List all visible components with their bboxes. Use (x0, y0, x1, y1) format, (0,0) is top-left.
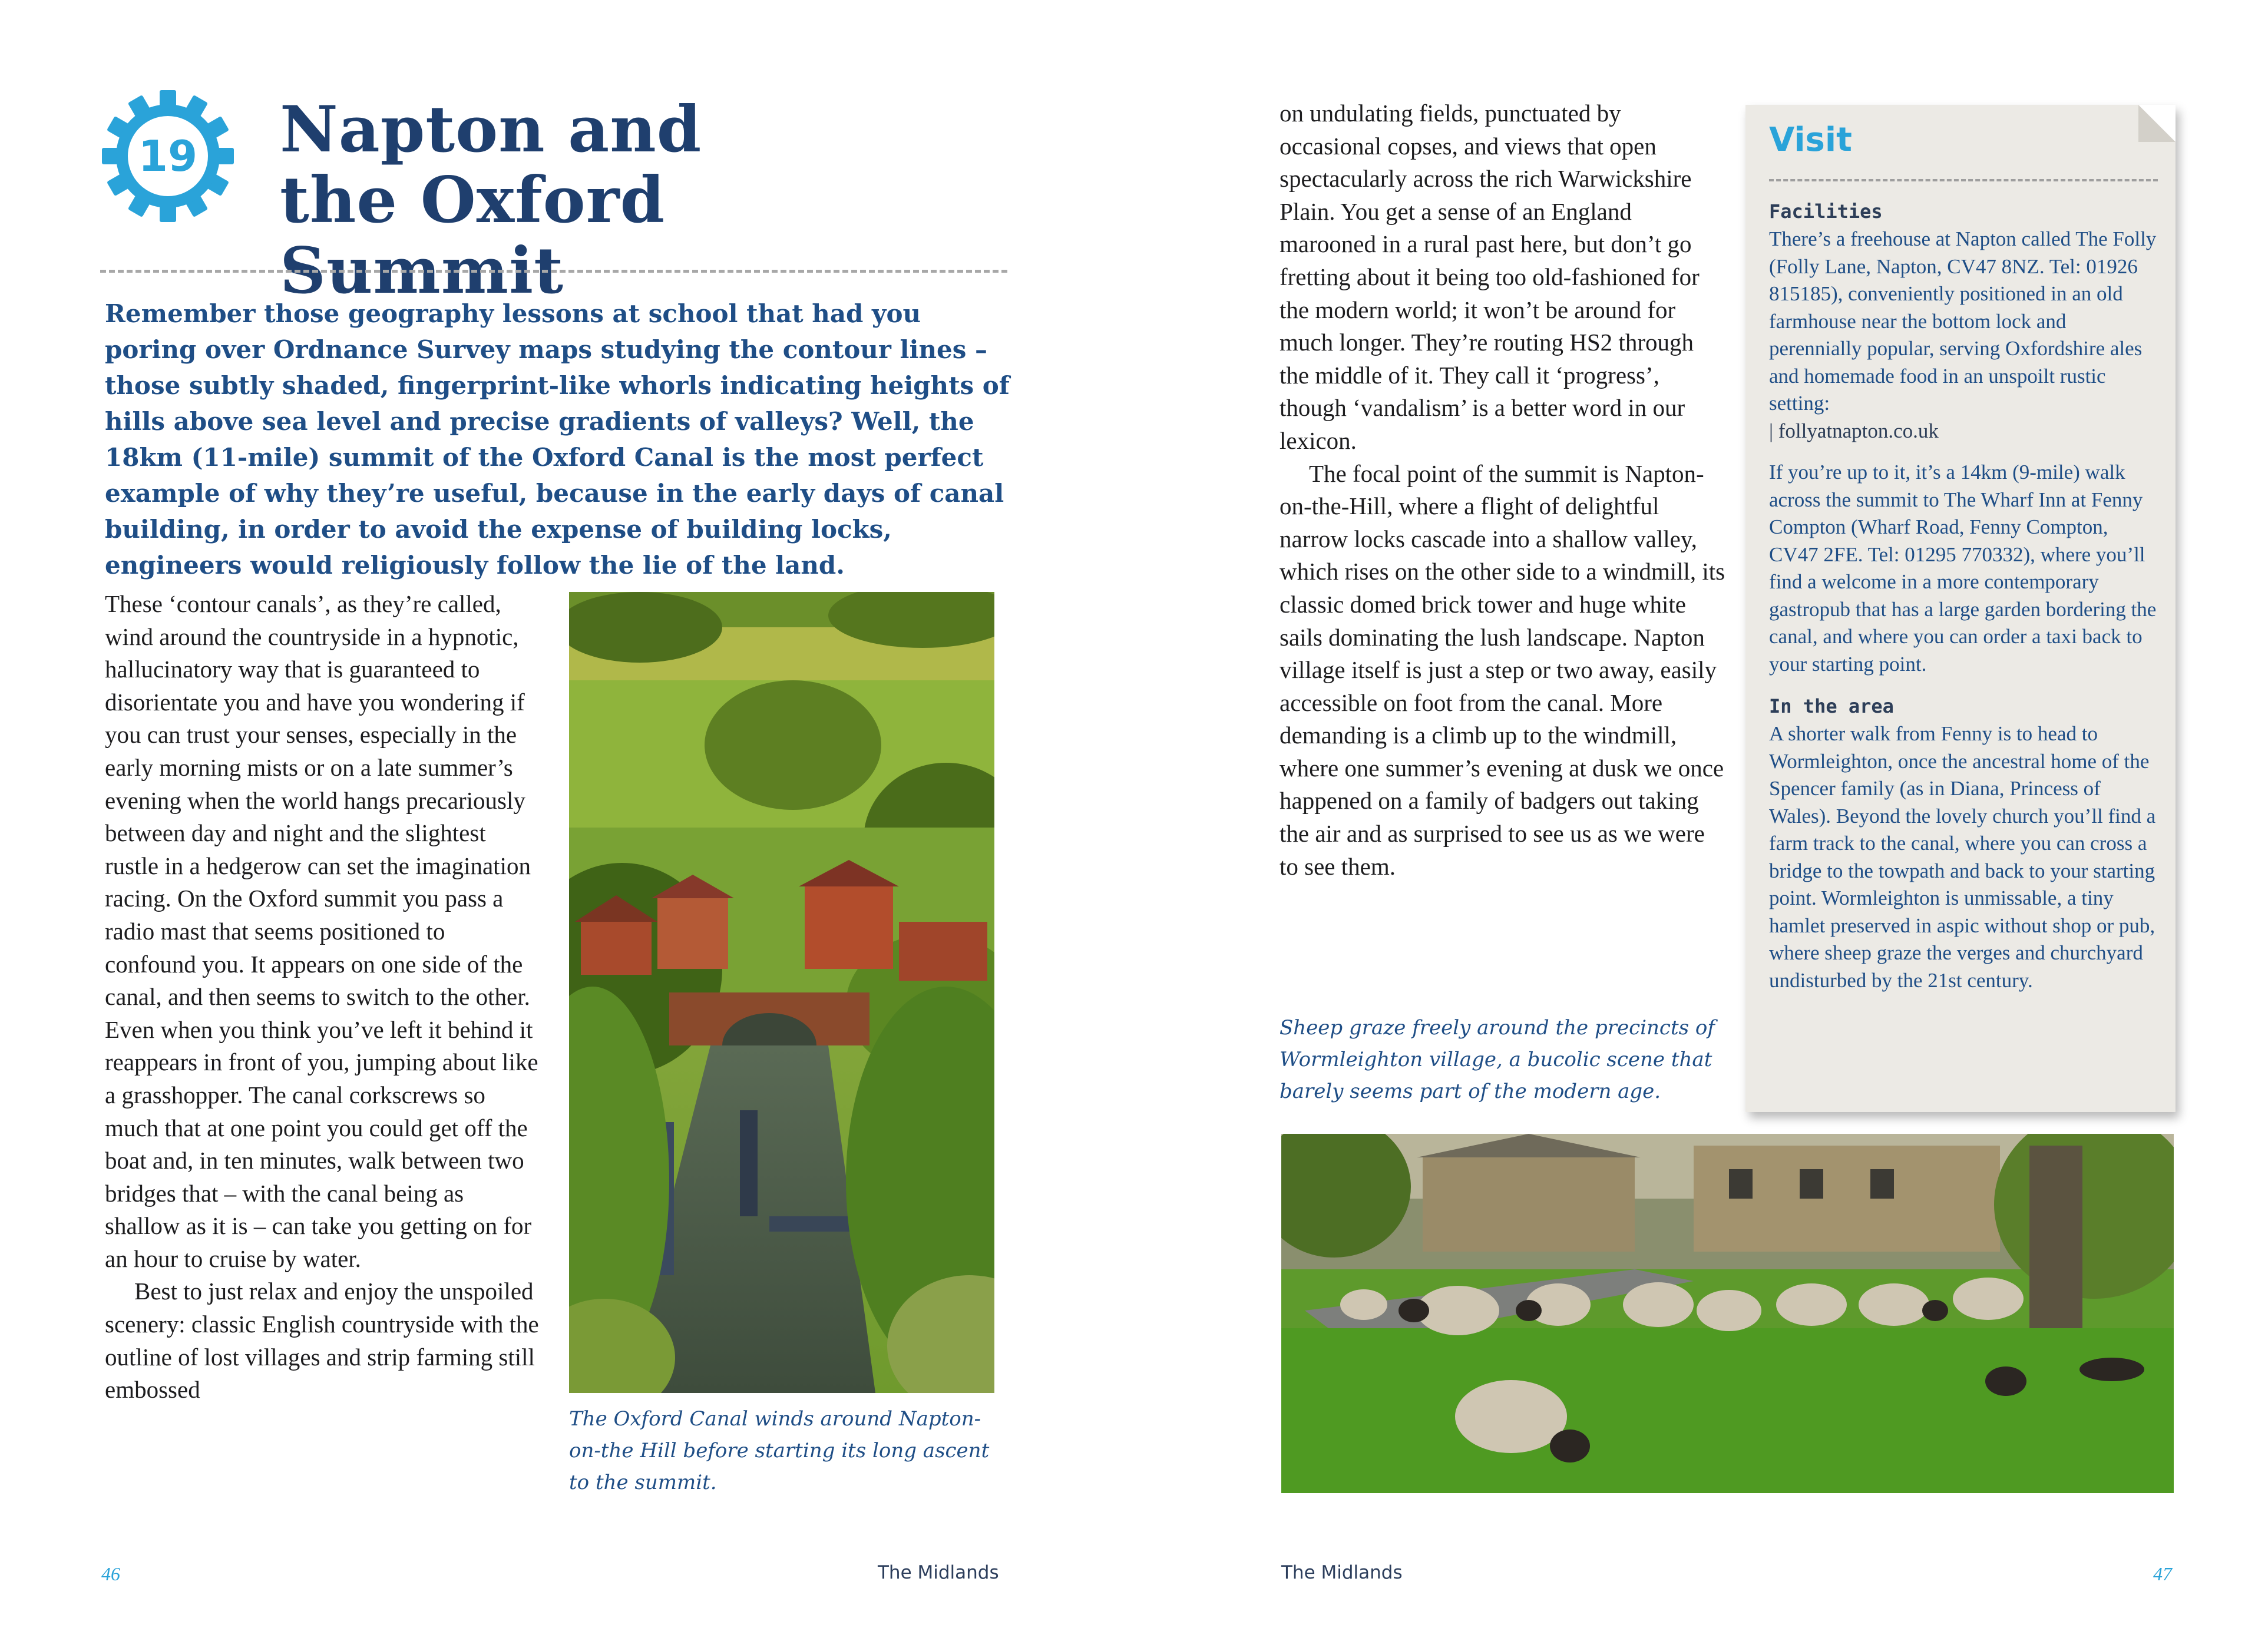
right-body-column (1280, 97, 1727, 883)
intro-paragraph: Remember those geography lessons at school that had you poring over Ordnance Survey maps studying the contour lines – those subtly shaded, fingerprint-like whorls indicating heights of hills above sea level and precise gradients of valleys? Well, the 18km (11-mile) summit of the Oxford Canal is the most perfect example of why they’re useful, because in the early days of canal building, in order to avoid the expense of building locks, engineers would religiously follow the lie of the land. (105, 299, 1010, 580)
area-text: A shorter walk from Fenny is to head to Wormleighton, once the ancestral home of the Spencer family (as in Diana, Princess of Wales). Beyond the lovely church you’ll find a farm track to the canal, where you can cross a bridge to the towpath and back to your starting point. Wormleighton is unmissable, a tiny hamlet preserved in aspic without shop or pub, where sheep graze the verges and churchyard undisturbed by the 21st century. (1769, 722, 2156, 992)
canal-photo (569, 592, 994, 1393)
sheep-photo (1281, 1134, 2174, 1493)
chapter-number-badge (100, 88, 236, 224)
page-number-left: 46 (101, 1563, 120, 1584)
chapter-title: Napton and the Oxford Summit (280, 92, 702, 308)
visit-heading: Visit (1769, 121, 1852, 159)
page-number-right: 47 (2153, 1563, 2172, 1584)
running-head-right: The Midlands (1281, 1562, 1403, 1583)
chapter-number: 19 (138, 131, 198, 181)
area-heading: In the area (1769, 695, 1894, 717)
canal-photo-caption: The Oxford Canal winds around Napton-on-the Hill before starting its long ascent to the summit. (569, 1407, 990, 1494)
left-body-paragraph-2: Best to just relax and enjoy the unspoiled scenery: classic English countryside with the outline of lost villages and strip farming still embossed (105, 1278, 539, 1404)
facilities-text: There’s a freehouse at Napton called The Folly (Folly Lane, Napton, CV47 8NZ. Tel: 01926 815185), conveniently positioned in an old farmhouse near the bottom lock and perennially popular, serving Oxfordshire ales and homemade food in an unspoilt rustic setting: (1769, 227, 2157, 415)
running-head-left: The Midlands (878, 1562, 999, 1583)
visit-content (1769, 197, 2158, 994)
facilities-heading: Facilities (1769, 200, 1883, 223)
right-body-paragraph-1: on undulating fields, punctuated by occasional copses, and views that open spectacularly across the rich Warwickshire Plain. You get a sense of an England marooned in a rural past here, but don’t go fretting about it being too old-fashioned for the modern world; it won’t be around for much longer. They’re routing HS2 through the middle of it. They call it ‘progress’, though ‘vandalism’ is a better word in our lexicon. (1280, 100, 1700, 454)
sheep-photo-caption: Sheep graze freely around the precincts of Wormleighton village, a bucolic scene that barely seems part of the modern age. (1280, 1016, 1715, 1103)
facilities-link[interactable]: | follyatnapton.co.uk (1769, 419, 1939, 442)
page-curl-corner (2138, 105, 2176, 142)
left-body-column (105, 588, 541, 1407)
title-divider (100, 270, 1007, 273)
left-body-paragraph-1: These ‘contour canals’, as they’re called, wind around the countryside in a hypnotic, hallucinatory way that is guaranteed to disorientate you and have you wondering if you can trust your senses, especially in the early morning mists or on a late summer’s evening when the world hangs precariously between day and night and the slightest rustle in a hedgerow can set the imagination racing. On the Oxford summit you pass a radio mast that seems positioned to confound you. It appears on one side of the canal, and then seems to switch to the other. Even when you think you’ve left it behind it reappears in front of you, jumping about like a grasshopper. The canal corkscrews so much that at one point you could get off the boat and, in ten minutes, walk between two bridges that – with the canal being as shallow as it is – can take you getting on for an hour to cruise by water. (105, 590, 538, 1272)
walk-text: If you’re up to it, it’s a 14km (9-mile) walk across the summit to The Wharf Inn at Fenny Compton (Wharf Road, Fenny Compton, CV47 2FE. Tel: 01295 770332), where you’ll find a welcome in a more contemporary gastropub that has a large garden bordering the canal, and where you can order a taxi back to your starting point. (1769, 461, 2157, 676)
visit-divider (1769, 179, 2158, 181)
cog-icon (100, 88, 236, 224)
right-body-paragraph-2: The focal point of the summit is Napton-on-the-Hill, where a flight of delightful narrow locks cascade into a shallow valley, which rises on the other side to a windmill, its classic domed brick tower and huge white sails dominating the lush landscape. Napton village itself is just a step or two away, easily accessible on foot from the canal. More demanding is a climb up to the windmill, where one summer’s evening at dusk we once happened on a family of badgers out taking the air and as surprised to see us as we were to see them. (1280, 459, 1725, 880)
